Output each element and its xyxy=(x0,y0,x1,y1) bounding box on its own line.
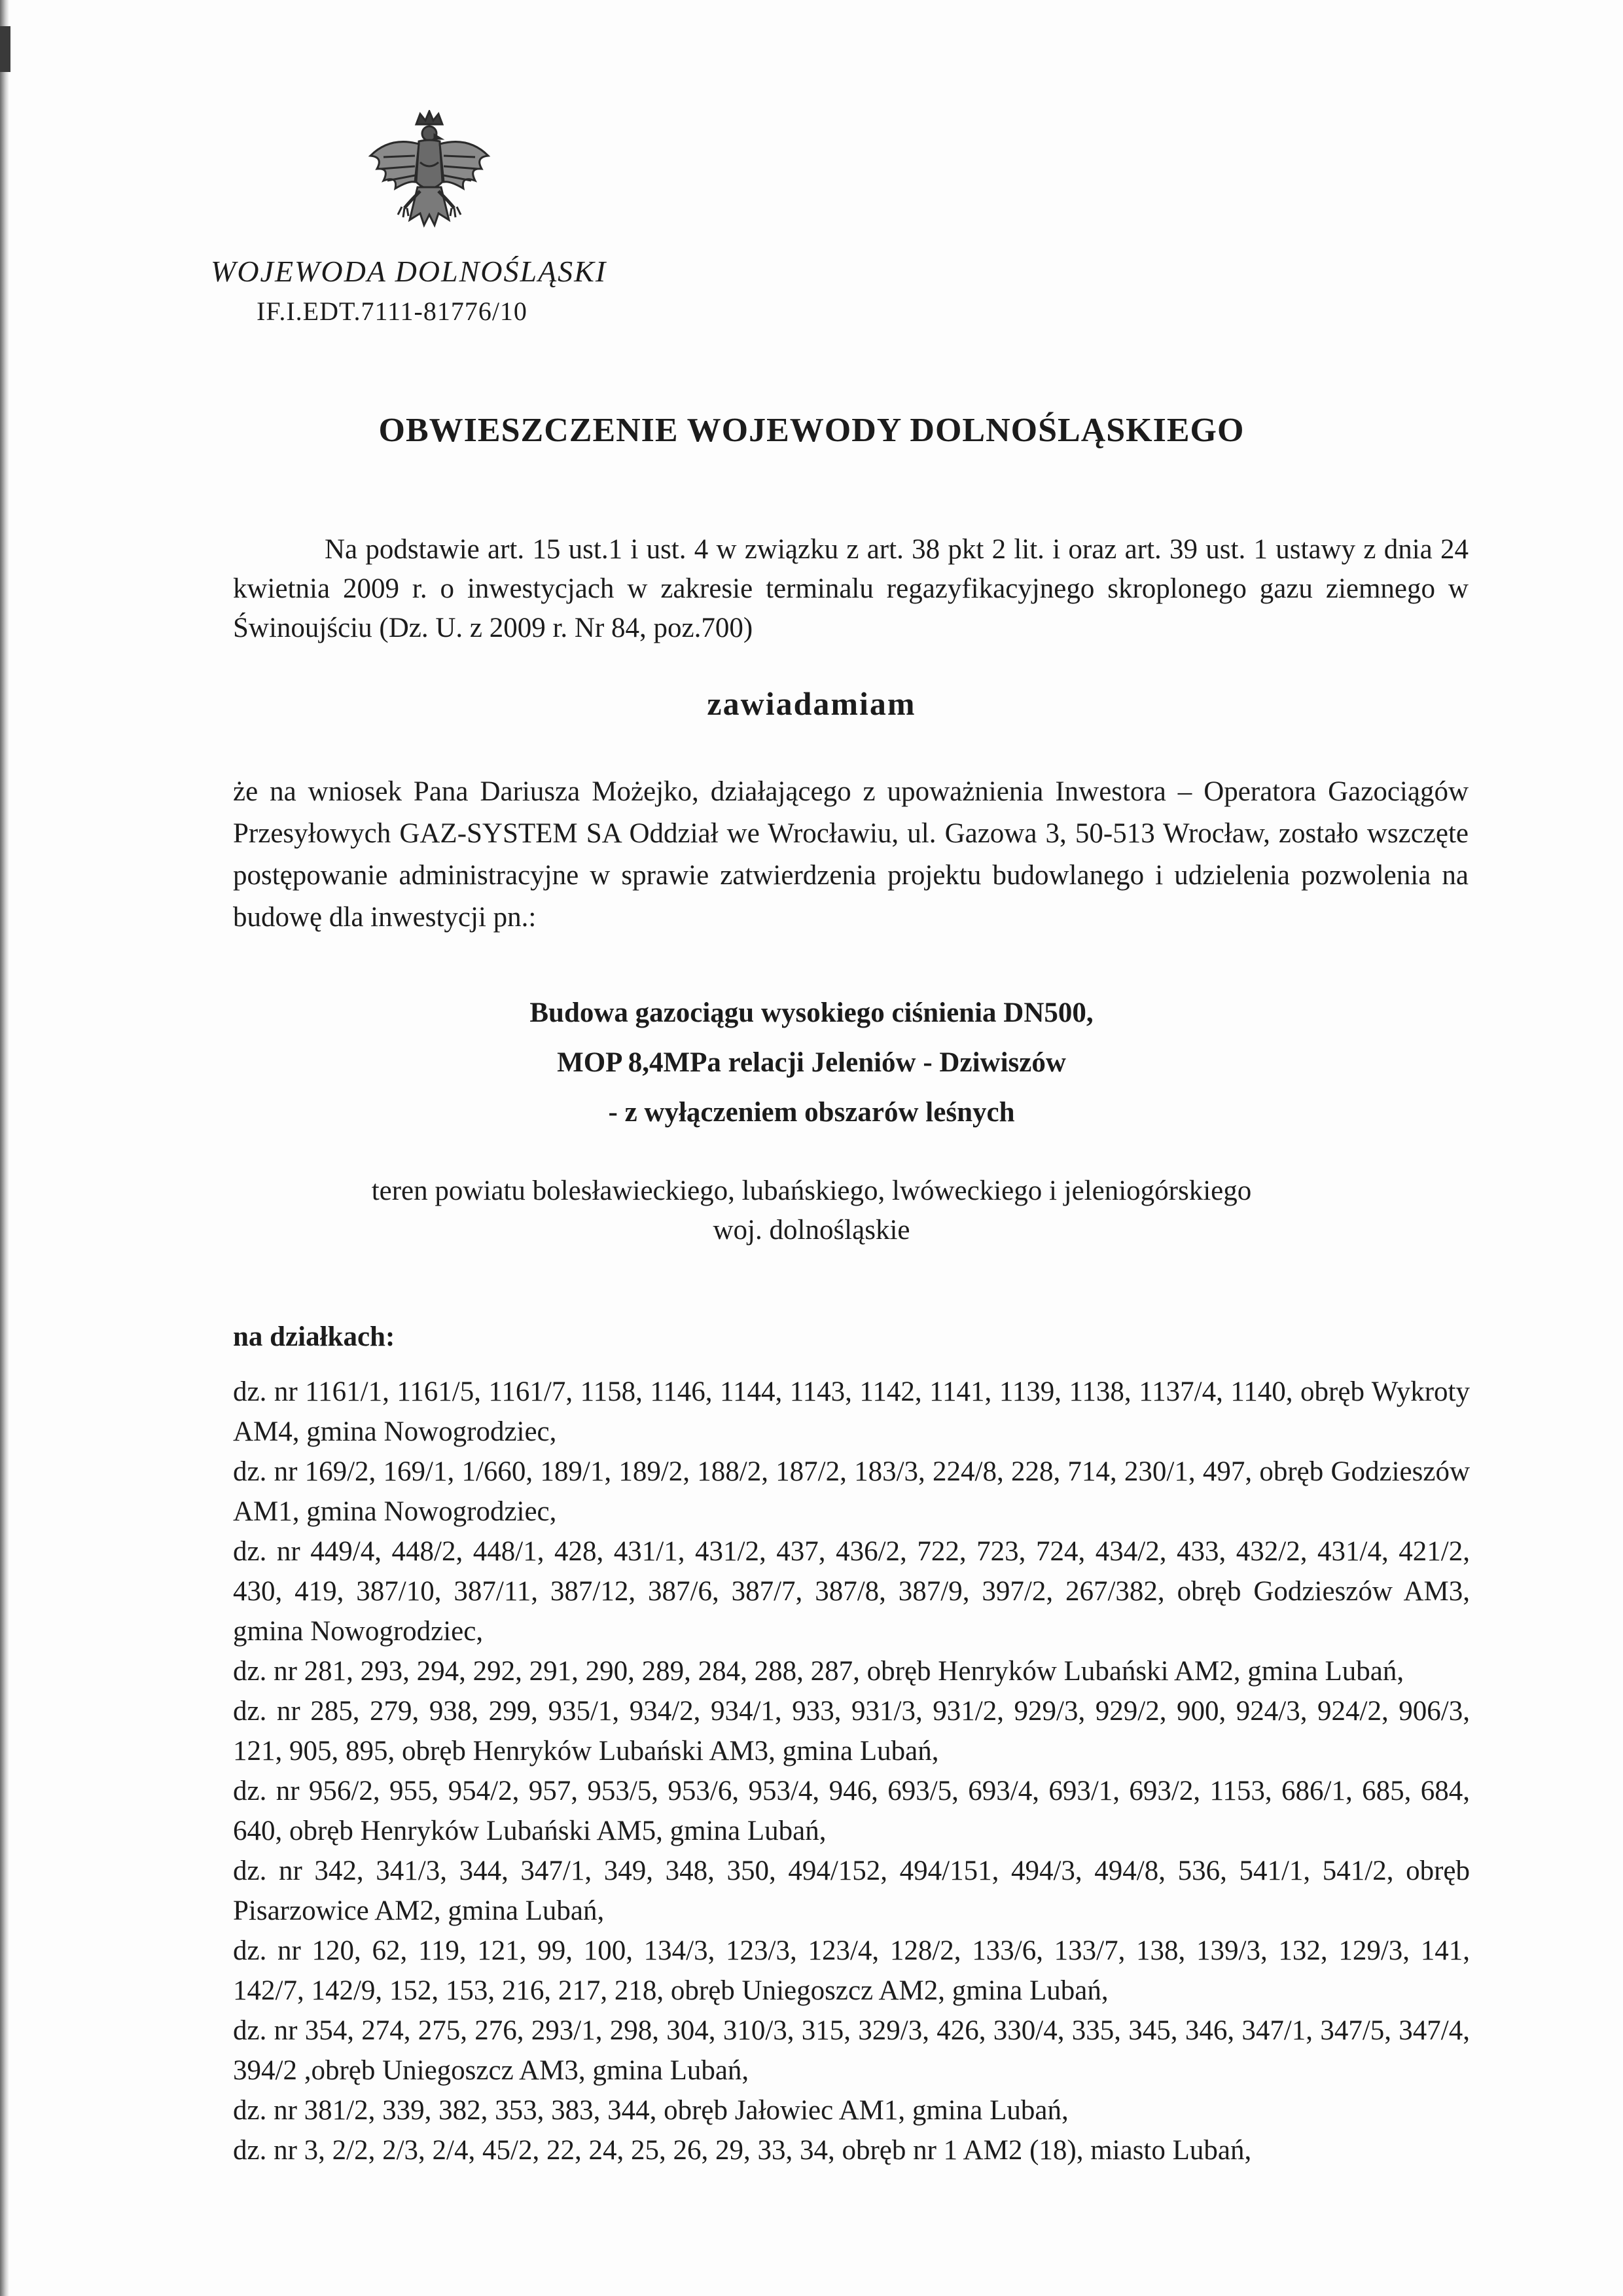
document-title: OBWIESZCZENIE WOJEWODY DOLNOŚLĄSKIEGO xyxy=(378,412,1245,449)
area-block xyxy=(0,1172,1623,1250)
scan-edge xyxy=(0,0,9,2296)
project-line-3: - z wyłączeniem obszarów leśnych xyxy=(608,1097,1015,1128)
parcel-entry: dz. nr 3, 2/2, 2/3, 2/4, 45/2, 22, 24, 25, 26, 29, 33, 34, obręb nr 1 AM2 (18), miasto Lubań, xyxy=(233,2135,1252,2166)
parcel-entry: dz. nr 281, 293, 294, 292, 291, 290, 289, 284, 288, 287, obręb Henryków Lubański AM2, gmina Lubań, xyxy=(233,1656,1404,1687)
eagle-emblem-icon xyxy=(364,110,495,247)
parcel-entry: dz. nr 285, 279, 938, 299, 935/1, 934/2, 934/1, 933, 931/3, 931/2, 929/3, 929/2, 900, 924/3, 924/2, 906/3, 121, 905, 895, obręb Henryków Lubański AM3, gmina Lubań, xyxy=(233,1696,1470,1767)
project-line-2: MOP 8,4MPa relacji Jeleniów - Dziwiszów xyxy=(557,1047,1066,1078)
authority-name: WOJEWODA DOLNOŚLĄSKI xyxy=(211,255,607,288)
parcel-entry: dz. nr 449/4, 448/2, 448/1, 428, 431/1, 431/2, 437, 436/2, 722, 723, 724, 434/2, 433, 432/2, 431/4, 421/2, 430, 419, 387/10, 387/11, 387/12, 387/6, 387/7, 387/8, 387/9, 397/2, 267/382, obręb Godzieszów AM3, gmina Nowogrodziec, xyxy=(233,1536,1470,1647)
parcel-entry: dz. nr 381/2, 339, 382, 353, 383, 344, obręb Jałowiec AM1, gmina Lubań, xyxy=(233,2095,1069,2126)
proceedings-paragraph: że na wniosek Pana Dariusza Możejko, działającego z upoważnienia Inwestora – Operatora Gazociągów Przesyłowych GAZ-SYSTEM SA Oddział we Wrocławiu, ul. Gazowa 3, 50-513 Wrocław, zostało wszczęte postępowanie administracyjne w sprawie zatwierdzenia projektu budowlanego i udzielenia pozwolenia na budowę dla inwestycji pn.: xyxy=(233,776,1469,933)
scan-edge-mark xyxy=(0,26,10,72)
parcel-entry: dz. nr 120, 62, 119, 121, 99, 100, 134/3, 123/3, 123/4, 128/2, 133/6, 133/7, 138, 139/3, 132, 129/3, 141, 142/7, 142/9, 152, 153, 216, 217, 218, obręb Uniegoszcz AM2, gmina Lubań, xyxy=(233,1935,1470,2006)
parcel-entry: dz. nr 354, 274, 275, 276, 293/1, 298, 304, 310/3, 315, 329/3, 426, 330/4, 335, 345, 346, 347/1, 347/5, 347/4, 394/2 ,obręb Uniegoszcz AM3, gmina Lubań, xyxy=(233,2015,1470,2086)
area-line-2: woj. dolnośląskie xyxy=(713,1215,910,1246)
announcement-heading: zawiadamiam xyxy=(707,685,916,722)
parcel-entry: dz. nr 1161/1, 1161/5, 1161/7, 1158, 1146, 1144, 1143, 1142, 1141, 1139, 1138, 1137/4, 1140, obręb Wykroty AM4, gmina Nowogrodziec, xyxy=(233,1376,1470,1447)
parcel-entry: dz. nr 169/2, 169/1, 1/660, 189/1, 189/2, 188/2, 187/2, 183/3, 224/8, 228, 714, 230/1, 497, obręb Godzieszów AM1, gmina Nowogrodziec, xyxy=(233,1456,1470,1527)
legal-basis-text: Na podstawie art. 15 ust.1 i ust. 4 w związku z art. 38 pkt 2 lit. i oraz art. 39 ust. 1 ustawy z dnia 24 kwietnia 2009 r. o inwestycjach w zakresie terminalu regazyfikacyjnego skroplonego gazu ziemnego w Świnoujściu (Dz. U. z 2009 r. Nr 84, poz.700) xyxy=(233,534,1469,643)
parcel-entry: dz. nr 342, 341/3, 344, 347/1, 349, 348, 350, 494/152, 494/151, 494/3, 494/8, 536, 541/1, 541/2, obręb Pisarzowice AM2, gmina Lubań, xyxy=(233,1856,1470,1926)
parcels-heading: na działkach: xyxy=(233,1321,395,1352)
area-line-1: teren powiatu bolesławieckiego, lubańskiego, lwóweckiego i jeleniogórskiego xyxy=(371,1175,1252,1206)
project-line-1: Budowa gazociągu wysokiego ciśnienia DN500, xyxy=(529,997,1094,1028)
parcel-entry: dz. nr 956/2, 955, 954/2, 957, 953/5, 953/6, 953/4, 946, 693/5, 693/4, 693/1, 693/2, 1153, 686/1, 685, 684, 640, obręb Henryków Lubański AM5, gmina Lubań, xyxy=(233,1776,1470,1846)
reference-number: IF.I.EDT.7111-81776/10 xyxy=(257,296,527,326)
parcels-list xyxy=(233,1372,1470,2170)
legal-basis-paragraph xyxy=(233,530,1469,648)
project-name-block xyxy=(0,988,1623,1138)
